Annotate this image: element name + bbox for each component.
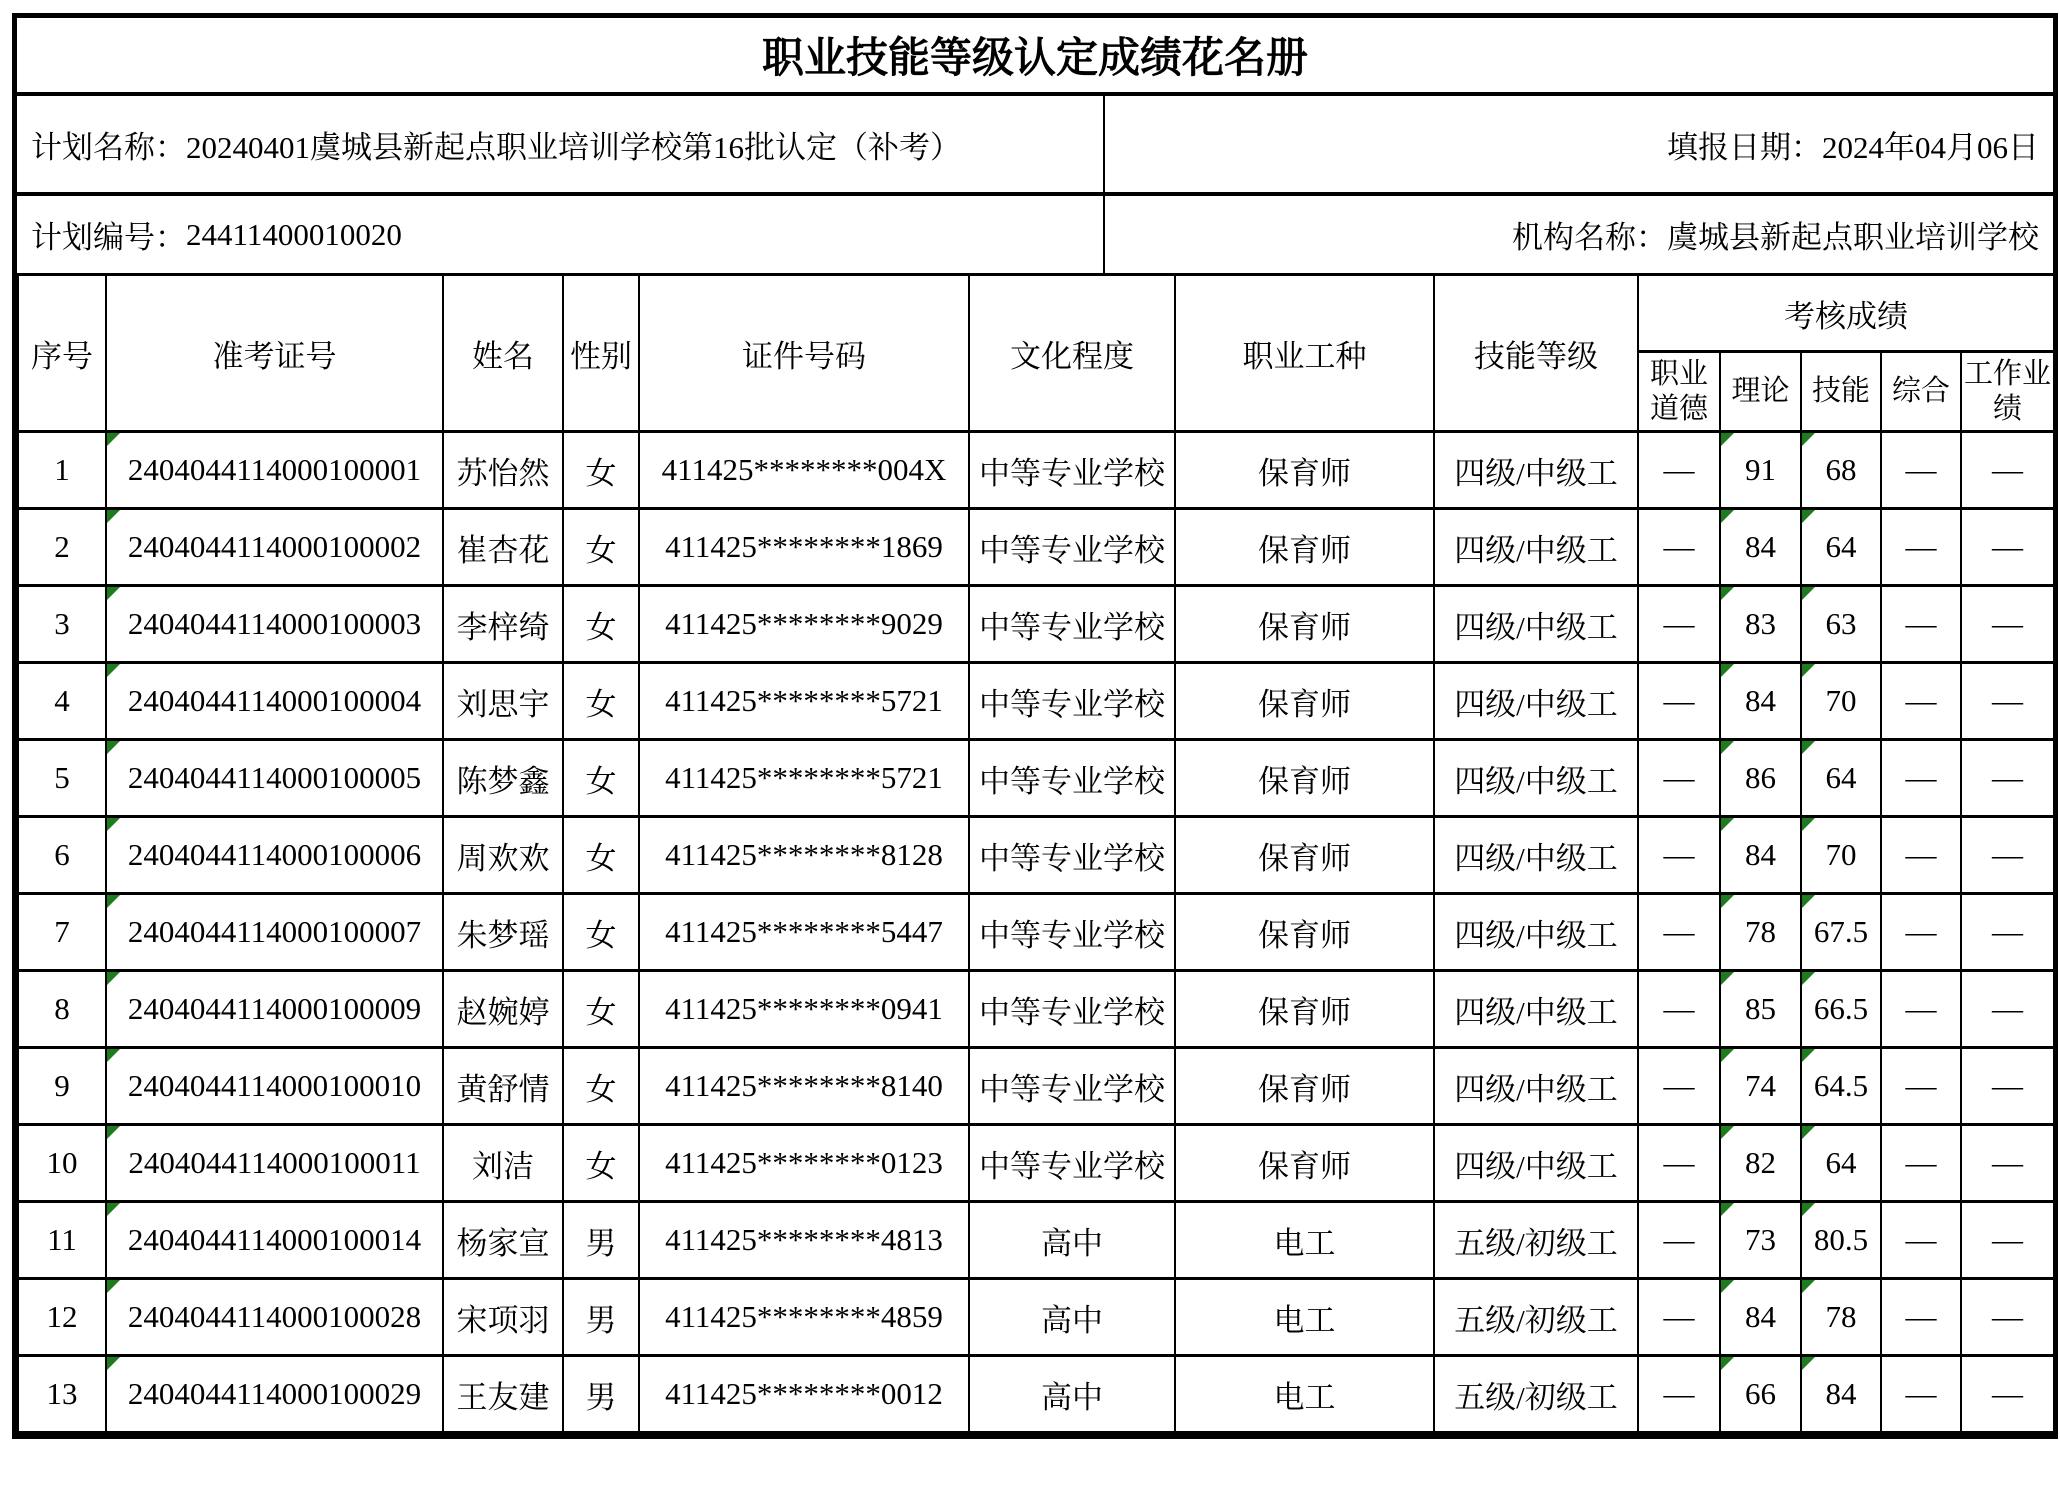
cell-gender[interactable]: 女	[563, 1048, 639, 1125]
cell-name[interactable]: 黄舒情	[443, 1048, 563, 1125]
report-date-field[interactable]	[1103, 96, 2053, 196]
cell-education[interactable]: 中等专业学校	[969, 432, 1175, 509]
error-marker-icon	[1802, 972, 1815, 985]
error-marker-icon	[107, 1280, 120, 1293]
table-row	[18, 740, 2054, 817]
cell-name[interactable]: 刘思宇	[443, 663, 563, 740]
error-marker-icon	[107, 895, 120, 908]
cell-education[interactable]: 中等专业学校	[969, 509, 1175, 586]
error-marker-icon	[107, 1049, 120, 1062]
cell-skill[interactable]: 64	[1801, 1125, 1881, 1202]
col-header-occupation[interactable]: 职业工种	[1175, 275, 1434, 432]
table-row	[18, 586, 2054, 663]
error-marker-icon	[1721, 1280, 1734, 1293]
cell-work-performance[interactable]: —	[1961, 663, 2054, 740]
cell-skill-level[interactable]: 五级/初级工	[1434, 1356, 1638, 1433]
cell-occupation[interactable]: 电工	[1175, 1202, 1434, 1279]
cell-skill-level[interactable]: 四级/中级工	[1434, 817, 1638, 894]
error-marker-icon	[107, 741, 120, 754]
cell-theory[interactable]: 84	[1720, 817, 1801, 894]
cell-gender[interactable]: 女	[563, 586, 639, 663]
org-name-label: 机构名称：	[1512, 220, 1667, 255]
cell-occupation[interactable]: 保育师	[1175, 663, 1434, 740]
col-header-comprehensive[interactable]: 综合	[1881, 352, 1961, 432]
cell-gender[interactable]: 男	[563, 1279, 639, 1356]
cell-comprehensive[interactable]: —	[1881, 1202, 1961, 1279]
cell-skill-level[interactable]: 四级/中级工	[1434, 740, 1638, 817]
plan-name-field[interactable]	[17, 96, 1103, 196]
cell-gender[interactable]: 女	[563, 894, 639, 971]
cell-education[interactable]: 中等专业学校	[969, 1125, 1175, 1202]
cell-occupation[interactable]: 电工	[1175, 1356, 1434, 1433]
cell-work-performance[interactable]: —	[1961, 1202, 2054, 1279]
cell-skill-level[interactable]: 四级/中级工	[1434, 1125, 1638, 1202]
error-marker-icon	[1802, 895, 1815, 908]
cell-id-no[interactable]: 411425********004X	[639, 432, 969, 509]
cell-id-no[interactable]: 411425********5721	[639, 663, 969, 740]
error-marker-icon	[107, 818, 120, 831]
cell-gender[interactable]: 女	[563, 971, 639, 1048]
cell-education[interactable]: 中等专业学校	[969, 740, 1175, 817]
cell-comprehensive[interactable]: —	[1881, 432, 1961, 509]
cell-education[interactable]: 中等专业学校	[969, 894, 1175, 971]
cell-skill[interactable]: 63	[1801, 586, 1881, 663]
cell-id-no[interactable]: 411425********4859	[639, 1279, 969, 1356]
table-row	[18, 971, 2054, 1048]
col-header-id-no[interactable]: 证件号码	[639, 275, 969, 432]
error-marker-icon	[1802, 1280, 1815, 1293]
cell-theory[interactable]: 78	[1720, 894, 1801, 971]
cell-skill[interactable]: 64	[1801, 509, 1881, 586]
error-marker-icon	[1802, 433, 1815, 446]
error-marker-icon	[107, 664, 120, 677]
cell-ethics[interactable]: —	[1638, 740, 1720, 817]
cell-skill[interactable]: 70	[1801, 817, 1881, 894]
table-row	[18, 1048, 2054, 1125]
cell-id-no[interactable]: 411425********0123	[639, 1125, 969, 1202]
error-marker-icon	[1721, 664, 1734, 677]
cell-occupation[interactable]: 保育师	[1175, 509, 1434, 586]
cell-skill-level[interactable]: 四级/中级工	[1434, 971, 1638, 1048]
table-row	[18, 1356, 2054, 1433]
cell-comprehensive[interactable]: —	[1881, 817, 1961, 894]
table-row	[18, 663, 2054, 740]
cell-occupation[interactable]: 保育师	[1175, 1048, 1434, 1125]
cell-comprehensive[interactable]: —	[1881, 1048, 1961, 1125]
cell-work-performance[interactable]: —	[1961, 1048, 2054, 1125]
cell-ethics[interactable]: —	[1638, 509, 1720, 586]
plan-no-field[interactable]	[17, 196, 1103, 273]
cell-occupation[interactable]: 保育师	[1175, 586, 1434, 663]
cell-comprehensive[interactable]: —	[1881, 1279, 1961, 1356]
cell-id-no[interactable]: 411425********5721	[639, 740, 969, 817]
cell-name[interactable]: 杨家宣	[443, 1202, 563, 1279]
error-marker-icon	[1721, 972, 1734, 985]
cell-education[interactable]: 高中	[969, 1279, 1175, 1356]
cell-education[interactable]: 高中	[969, 1356, 1175, 1433]
cell-exam-no[interactable]: 2404044114000100007	[106, 894, 443, 971]
error-marker-icon	[107, 510, 120, 523]
cell-skill-level[interactable]: 四级/中级工	[1434, 509, 1638, 586]
error-marker-icon	[1721, 895, 1734, 908]
cell-comprehensive[interactable]: —	[1881, 1356, 1961, 1433]
cell-exam-no[interactable]: 2404044114000100014	[106, 1202, 443, 1279]
error-marker-icon	[107, 972, 120, 985]
cell-exam-no[interactable]: 2404044114000100002	[106, 509, 443, 586]
cell-name[interactable]: 崔杏花	[443, 509, 563, 586]
cell-work-performance[interactable]: —	[1961, 1279, 2054, 1356]
cell-occupation[interactable]: 保育师	[1175, 432, 1434, 509]
cell-gender[interactable]: 男	[563, 1356, 639, 1433]
error-marker-icon	[1721, 587, 1734, 600]
cell-gender[interactable]: 女	[563, 663, 639, 740]
cell-seq[interactable]: 5	[18, 740, 106, 817]
table-row	[18, 509, 2054, 586]
cell-theory[interactable]: 91	[1720, 432, 1801, 509]
cell-work-performance[interactable]: —	[1961, 817, 2054, 894]
cell-id-no[interactable]: 411425********8140	[639, 1048, 969, 1125]
report-date-value: 2024年04月06日	[1822, 129, 2039, 165]
error-marker-icon	[1802, 818, 1815, 831]
table-row	[18, 817, 2054, 894]
col-header-name[interactable]: 姓名	[443, 275, 563, 432]
cell-id-no[interactable]: 411425********0012	[639, 1356, 969, 1433]
cell-name[interactable]: 宋项羽	[443, 1279, 563, 1356]
cell-comprehensive[interactable]: —	[1881, 894, 1961, 971]
cell-seq[interactable]: 13	[18, 1356, 106, 1433]
roster-table	[17, 273, 2055, 1434]
cell-gender[interactable]: 女	[563, 1125, 639, 1202]
cell-id-no[interactable]: 411425********8128	[639, 817, 969, 894]
col-header-scores-group[interactable]: 考核成绩	[1638, 275, 2054, 352]
cell-skill[interactable]: 64.5	[1801, 1048, 1881, 1125]
error-marker-icon	[107, 1126, 120, 1139]
cell-work-performance[interactable]: —	[1961, 1356, 2054, 1433]
org-name-value: 虞城县新起点职业培训学校	[1667, 220, 2039, 255]
cell-id-no[interactable]: 411425********1869	[639, 509, 969, 586]
cell-seq[interactable]: 10	[18, 1125, 106, 1202]
cell-work-performance[interactable]: —	[1961, 740, 2054, 817]
col-header-skill-level[interactable]: 技能等级	[1434, 275, 1638, 432]
cell-skill-level[interactable]: 四级/中级工	[1434, 432, 1638, 509]
cell-education[interactable]: 中等专业学校	[969, 817, 1175, 894]
cell-skill-level[interactable]: 四级/中级工	[1434, 1048, 1638, 1125]
cell-name[interactable]: 陈梦鑫	[443, 740, 563, 817]
error-marker-icon	[1802, 1203, 1815, 1216]
cell-gender[interactable]: 女	[563, 817, 639, 894]
error-marker-icon	[1721, 741, 1734, 754]
info-section	[17, 96, 2053, 273]
report-date-label: 填报日期：	[1667, 129, 1822, 165]
cell-education[interactable]: 中等专业学校	[969, 586, 1175, 663]
plan-name-label: 计划名称：	[31, 129, 186, 165]
cell-skill[interactable]: 64	[1801, 740, 1881, 817]
cell-skill-level[interactable]: 四级/中级工	[1434, 663, 1638, 740]
cell-theory[interactable]: 74	[1720, 1048, 1801, 1125]
cell-theory[interactable]: 82	[1720, 1125, 1801, 1202]
error-marker-icon	[1802, 664, 1815, 677]
error-marker-icon	[1802, 587, 1815, 600]
cell-gender[interactable]: 女	[563, 509, 639, 586]
table-row	[18, 1125, 2054, 1202]
cell-theory[interactable]: 83	[1720, 586, 1801, 663]
col-header-ethics[interactable]: 职业道德	[1638, 352, 1720, 432]
cell-skill[interactable]: 78	[1801, 1279, 1881, 1356]
cell-theory[interactable]: 84	[1720, 509, 1801, 586]
cell-gender[interactable]: 男	[563, 1202, 639, 1279]
cell-comprehensive[interactable]: —	[1881, 509, 1961, 586]
cell-seq[interactable]: 12	[18, 1279, 106, 1356]
cell-seq[interactable]: 8	[18, 971, 106, 1048]
cell-skill[interactable]: 67.5	[1801, 894, 1881, 971]
header-row-group	[18, 275, 2054, 352]
cell-comprehensive[interactable]: —	[1881, 971, 1961, 1048]
col-header-skill[interactable]: 技能	[1801, 352, 1881, 432]
cell-seq[interactable]: 6	[18, 817, 106, 894]
table-row	[18, 1279, 2054, 1356]
table-row	[18, 894, 2054, 971]
cell-theory[interactable]: 84	[1720, 663, 1801, 740]
table-row	[18, 1202, 2054, 1279]
cell-education[interactable]: 中等专业学校	[969, 663, 1175, 740]
table-header	[18, 275, 2054, 432]
org-name-field[interactable]	[1103, 196, 2053, 273]
cell-id-no[interactable]: 411425********9029	[639, 586, 969, 663]
error-marker-icon	[107, 433, 120, 446]
cell-exam-no[interactable]: 2404044114000100029	[106, 1356, 443, 1433]
cell-seq[interactable]: 11	[18, 1202, 106, 1279]
col-header-seq[interactable]: 序号	[18, 275, 106, 432]
cell-comprehensive[interactable]: —	[1881, 586, 1961, 663]
cell-work-performance[interactable]: —	[1961, 586, 2054, 663]
error-marker-icon	[1802, 741, 1815, 754]
col-header-work-performance[interactable]: 工作业绩	[1961, 352, 2054, 432]
col-header-gender[interactable]: 性别	[563, 275, 639, 432]
roster-sheet	[12, 13, 2058, 1439]
error-marker-icon	[1721, 818, 1734, 831]
cell-seq[interactable]: 9	[18, 1048, 106, 1125]
cell-name[interactable]: 王友建	[443, 1356, 563, 1433]
cell-exam-no[interactable]: 2404044114000100009	[106, 971, 443, 1048]
error-marker-icon	[107, 587, 120, 600]
cell-name[interactable]: 周欢欢	[443, 817, 563, 894]
cell-occupation[interactable]: 保育师	[1175, 817, 1434, 894]
cell-education[interactable]: 中等专业学校	[969, 971, 1175, 1048]
error-marker-icon	[1802, 1049, 1815, 1062]
cell-skill[interactable]: 66.5	[1801, 971, 1881, 1048]
cell-ethics[interactable]: —	[1638, 1048, 1720, 1125]
cell-seq[interactable]: 1	[18, 432, 106, 509]
cell-ethics[interactable]: —	[1638, 1125, 1720, 1202]
cell-ethics[interactable]: —	[1638, 432, 1720, 509]
cell-ethics[interactable]: —	[1638, 663, 1720, 740]
cell-comprehensive[interactable]: —	[1881, 663, 1961, 740]
error-marker-icon	[1721, 510, 1734, 523]
cell-seq[interactable]: 7	[18, 894, 106, 971]
cell-ethics[interactable]: —	[1638, 894, 1720, 971]
cell-education[interactable]: 高中	[969, 1202, 1175, 1279]
cell-occupation[interactable]: 保育师	[1175, 1125, 1434, 1202]
cell-work-performance[interactable]: —	[1961, 894, 2054, 971]
cell-id-no[interactable]: 411425********0941	[639, 971, 969, 1048]
error-marker-icon	[1802, 510, 1815, 523]
cell-skill[interactable]: 68	[1801, 432, 1881, 509]
error-marker-icon	[1721, 1049, 1734, 1062]
cell-work-performance[interactable]: —	[1961, 432, 2054, 509]
cell-id-no[interactable]: 411425********4813	[639, 1202, 969, 1279]
cell-skill-level[interactable]: 四级/中级工	[1434, 586, 1638, 663]
table-row	[18, 432, 2054, 509]
roster-body	[18, 432, 2054, 1433]
cell-gender[interactable]: 女	[563, 432, 639, 509]
cell-exam-no[interactable]: 2404044114000100010	[106, 1048, 443, 1125]
error-marker-icon	[107, 1357, 120, 1370]
cell-theory[interactable]: 86	[1720, 740, 1801, 817]
error-marker-icon	[107, 1203, 120, 1216]
page-title: 职业技能等级认定成绩花名册	[17, 18, 2053, 96]
cell-skill[interactable]: 70	[1801, 663, 1881, 740]
error-marker-icon	[1721, 1126, 1734, 1139]
cell-theory[interactable]: 85	[1720, 971, 1801, 1048]
cell-work-performance[interactable]: —	[1961, 509, 2054, 586]
cell-occupation[interactable]: 保育师	[1175, 894, 1434, 971]
plan-no-label: 计划编号：	[31, 220, 186, 255]
cell-exam-no[interactable]: 2404044114000100003	[106, 586, 443, 663]
cell-work-performance[interactable]: —	[1961, 971, 2054, 1048]
cell-id-no[interactable]: 411425********5447	[639, 894, 969, 971]
cell-comprehensive[interactable]: —	[1881, 1125, 1961, 1202]
error-marker-icon	[1721, 433, 1734, 446]
cell-exam-no[interactable]: 2404044114000100004	[106, 663, 443, 740]
cell-work-performance[interactable]: —	[1961, 1125, 2054, 1202]
error-marker-icon	[1721, 1203, 1734, 1216]
cell-theory[interactable]: 66	[1720, 1356, 1801, 1433]
cell-skill-level[interactable]: 五级/初级工	[1434, 1279, 1638, 1356]
cell-ethics[interactable]: —	[1638, 1356, 1720, 1433]
cell-exam-no[interactable]: 2404044114000100005	[106, 740, 443, 817]
cell-theory[interactable]: 84	[1720, 1279, 1801, 1356]
plan-name-value: 20240401虞城县新起点职业培训学校第16批认定（补考）	[186, 129, 961, 165]
cell-gender[interactable]: 女	[563, 740, 639, 817]
cell-exam-no[interactable]: 2404044114000100028	[106, 1279, 443, 1356]
cell-ethics[interactable]: —	[1638, 1279, 1720, 1356]
cell-skill-level[interactable]: 五级/初级工	[1434, 1202, 1638, 1279]
error-marker-icon	[1721, 1357, 1734, 1370]
cell-seq[interactable]: 3	[18, 586, 106, 663]
cell-seq[interactable]: 2	[18, 509, 106, 586]
cell-name[interactable]: 赵婉婷	[443, 971, 563, 1048]
col-header-education[interactable]: 文化程度	[969, 275, 1175, 432]
error-marker-icon	[1802, 1126, 1815, 1139]
plan-no-value: 24411400010020	[186, 216, 402, 252]
cell-ethics[interactable]: —	[1638, 971, 1720, 1048]
cell-name[interactable]: 李梓绮	[443, 586, 563, 663]
cell-exam-no[interactable]: 2404044114000100001	[106, 432, 443, 509]
cell-comprehensive[interactable]: —	[1881, 740, 1961, 817]
cell-education[interactable]: 中等专业学校	[969, 1048, 1175, 1125]
col-header-exam-no[interactable]: 准考证号	[106, 275, 443, 432]
cell-seq[interactable]: 4	[18, 663, 106, 740]
cell-ethics[interactable]: —	[1638, 586, 1720, 663]
col-header-theory[interactable]: 理论	[1720, 352, 1801, 432]
cell-exam-no[interactable]: 2404044114000100006	[106, 817, 443, 894]
cell-theory[interactable]: 73	[1720, 1202, 1801, 1279]
cell-occupation[interactable]: 电工	[1175, 1279, 1434, 1356]
cell-ethics[interactable]: —	[1638, 1202, 1720, 1279]
cell-skill[interactable]: 84	[1801, 1356, 1881, 1433]
cell-occupation[interactable]: 保育师	[1175, 740, 1434, 817]
cell-name[interactable]: 苏怡然	[443, 432, 563, 509]
error-marker-icon	[1802, 1357, 1815, 1370]
cell-ethics[interactable]: —	[1638, 817, 1720, 894]
cell-exam-no[interactable]: 2404044114000100011	[106, 1125, 443, 1202]
cell-skill-level[interactable]: 四级/中级工	[1434, 894, 1638, 971]
cell-skill[interactable]: 80.5	[1801, 1202, 1881, 1279]
cell-name[interactable]: 朱梦瑶	[443, 894, 563, 971]
cell-name[interactable]: 刘洁	[443, 1125, 563, 1202]
cell-occupation[interactable]: 保育师	[1175, 971, 1434, 1048]
